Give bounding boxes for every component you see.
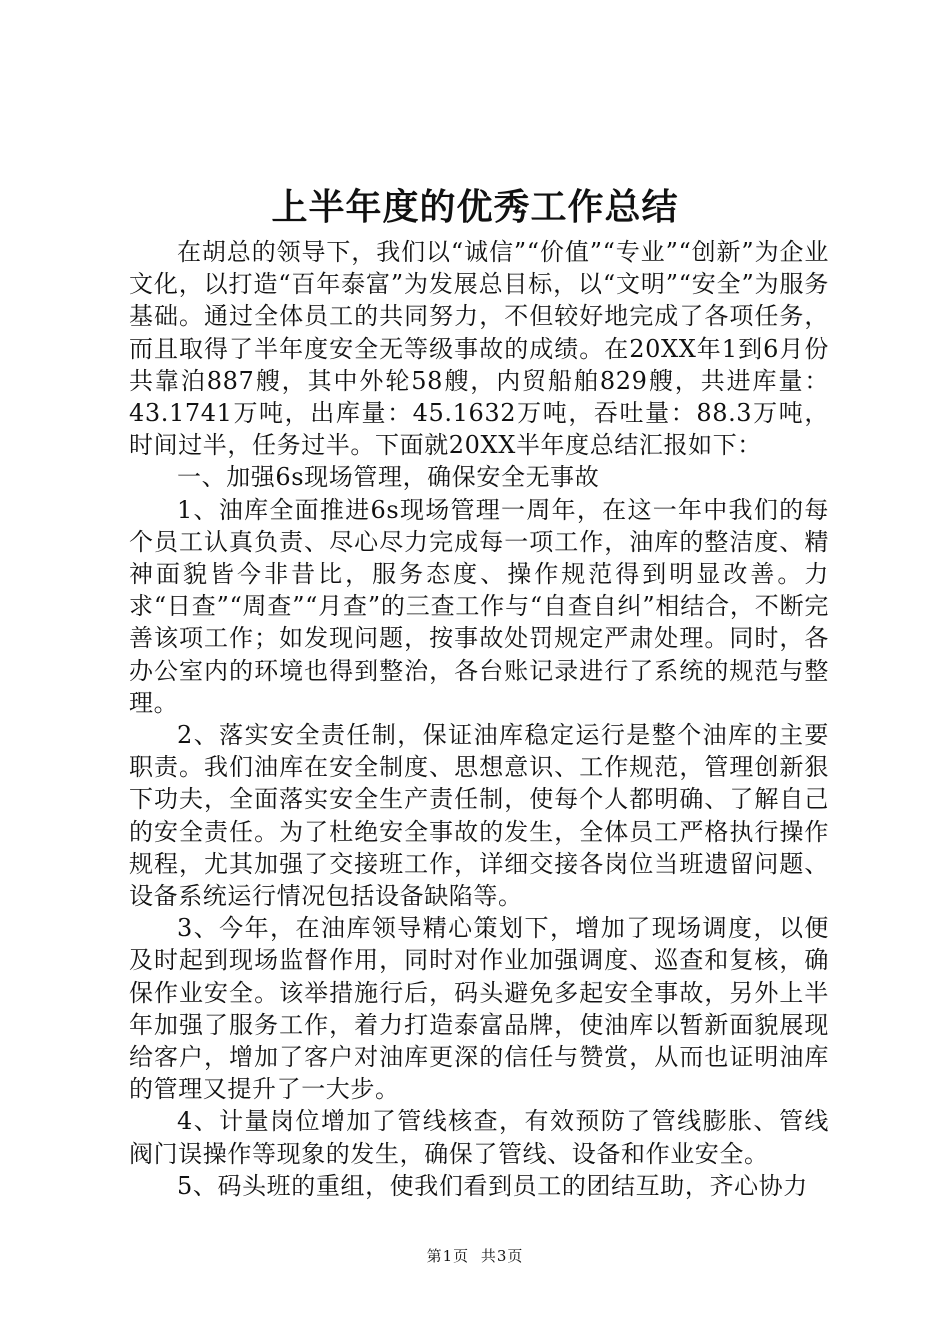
paragraph-intro: 在胡总的领导下，我们以“诚信”“价值”“专业”“创新”为企业文化，以打造“百年泰富”为发展总目标，以“文明”“安全”为服务基础。通过全体员工的共同努力，不但较好地完成了各项任务，而且取得了半年度安全无等级事故的成绩。在20XX年1到6月份共靠泊887艘，其中外轮58艘，内贸船舶829艘，共进库量：43.1741万吨，出库量：45.1632万吨，吞吐量：88.3万吨，时间过半，任务过半。下面就20XX半年度总结汇报如下： xyxy=(129,238,829,460)
paragraph-item-1: 1、油库全面推进6s现场管理一周年，在这一年中我们的每个员工认真负责、尽心尽力完成每一项工作，油库的整洁度、精神面貌皆今非昔比，服务态度、操作规范得到明显改善。力求“日查”“周查”“月查”的三查工作与“自查自纠”相结合，不断完善该项工作；如发现问题，按事故处罚规定严肃处理。同时，各办公室内的环境也得到整治，各台账记录进行了系统的规范与整理。 xyxy=(129,495,829,717)
document-body xyxy=(129,236,829,1202)
page-number: 第1页 xyxy=(426,1247,470,1265)
page-total: 共3页 xyxy=(480,1247,524,1265)
paragraph-item-4: 4、计量岗位增加了管线核查，有效预防了管线膨胀、管线阀门误操作等现象的发生，确保了管线、设备和作业安全。 xyxy=(129,1107,829,1168)
paragraph-item-5: 5、码头班的重组，使我们看到员工的团结互助，齐心协力 xyxy=(177,1171,808,1200)
paragraph-item-2: 2、落实安全责任制，保证油库稳定运行是整个油库的主要职责。我们油库在安全制度、思想意识、工作规范，管理创新狠下功夫，全面落实安全生产责任制，使每个人都明确、了解自己的安全责任。为了杜绝安全事故的发生，全体员工严格执行操作规程，尤其加强了交接班工作，详细交接各岗位当班遗留问题、设备系统运行情况包括设备缺陷等。 xyxy=(129,721,829,911)
paragraph-item-3: 3、今年，在油库领导精心策划下，增加了现场调度，以便及时起到现场监督作用，同时对作业加强调度、巡查和复核，确保作业安全。该举措施行后，码头避免多起安全事故，另外上半年加强了服务工作，着力打造泰富品牌，使油库以暂新面貌展现给客户，增加了客户对油库更深的信任与赞赏，从而也证明油库的管理又提升了一大步。 xyxy=(129,914,829,1104)
document-title: 上半年度的优秀工作总结 xyxy=(271,187,679,228)
section-heading-1: 一、加强6s现场管理，确保安全无事故 xyxy=(177,463,600,492)
page-footer xyxy=(0,1245,950,1267)
